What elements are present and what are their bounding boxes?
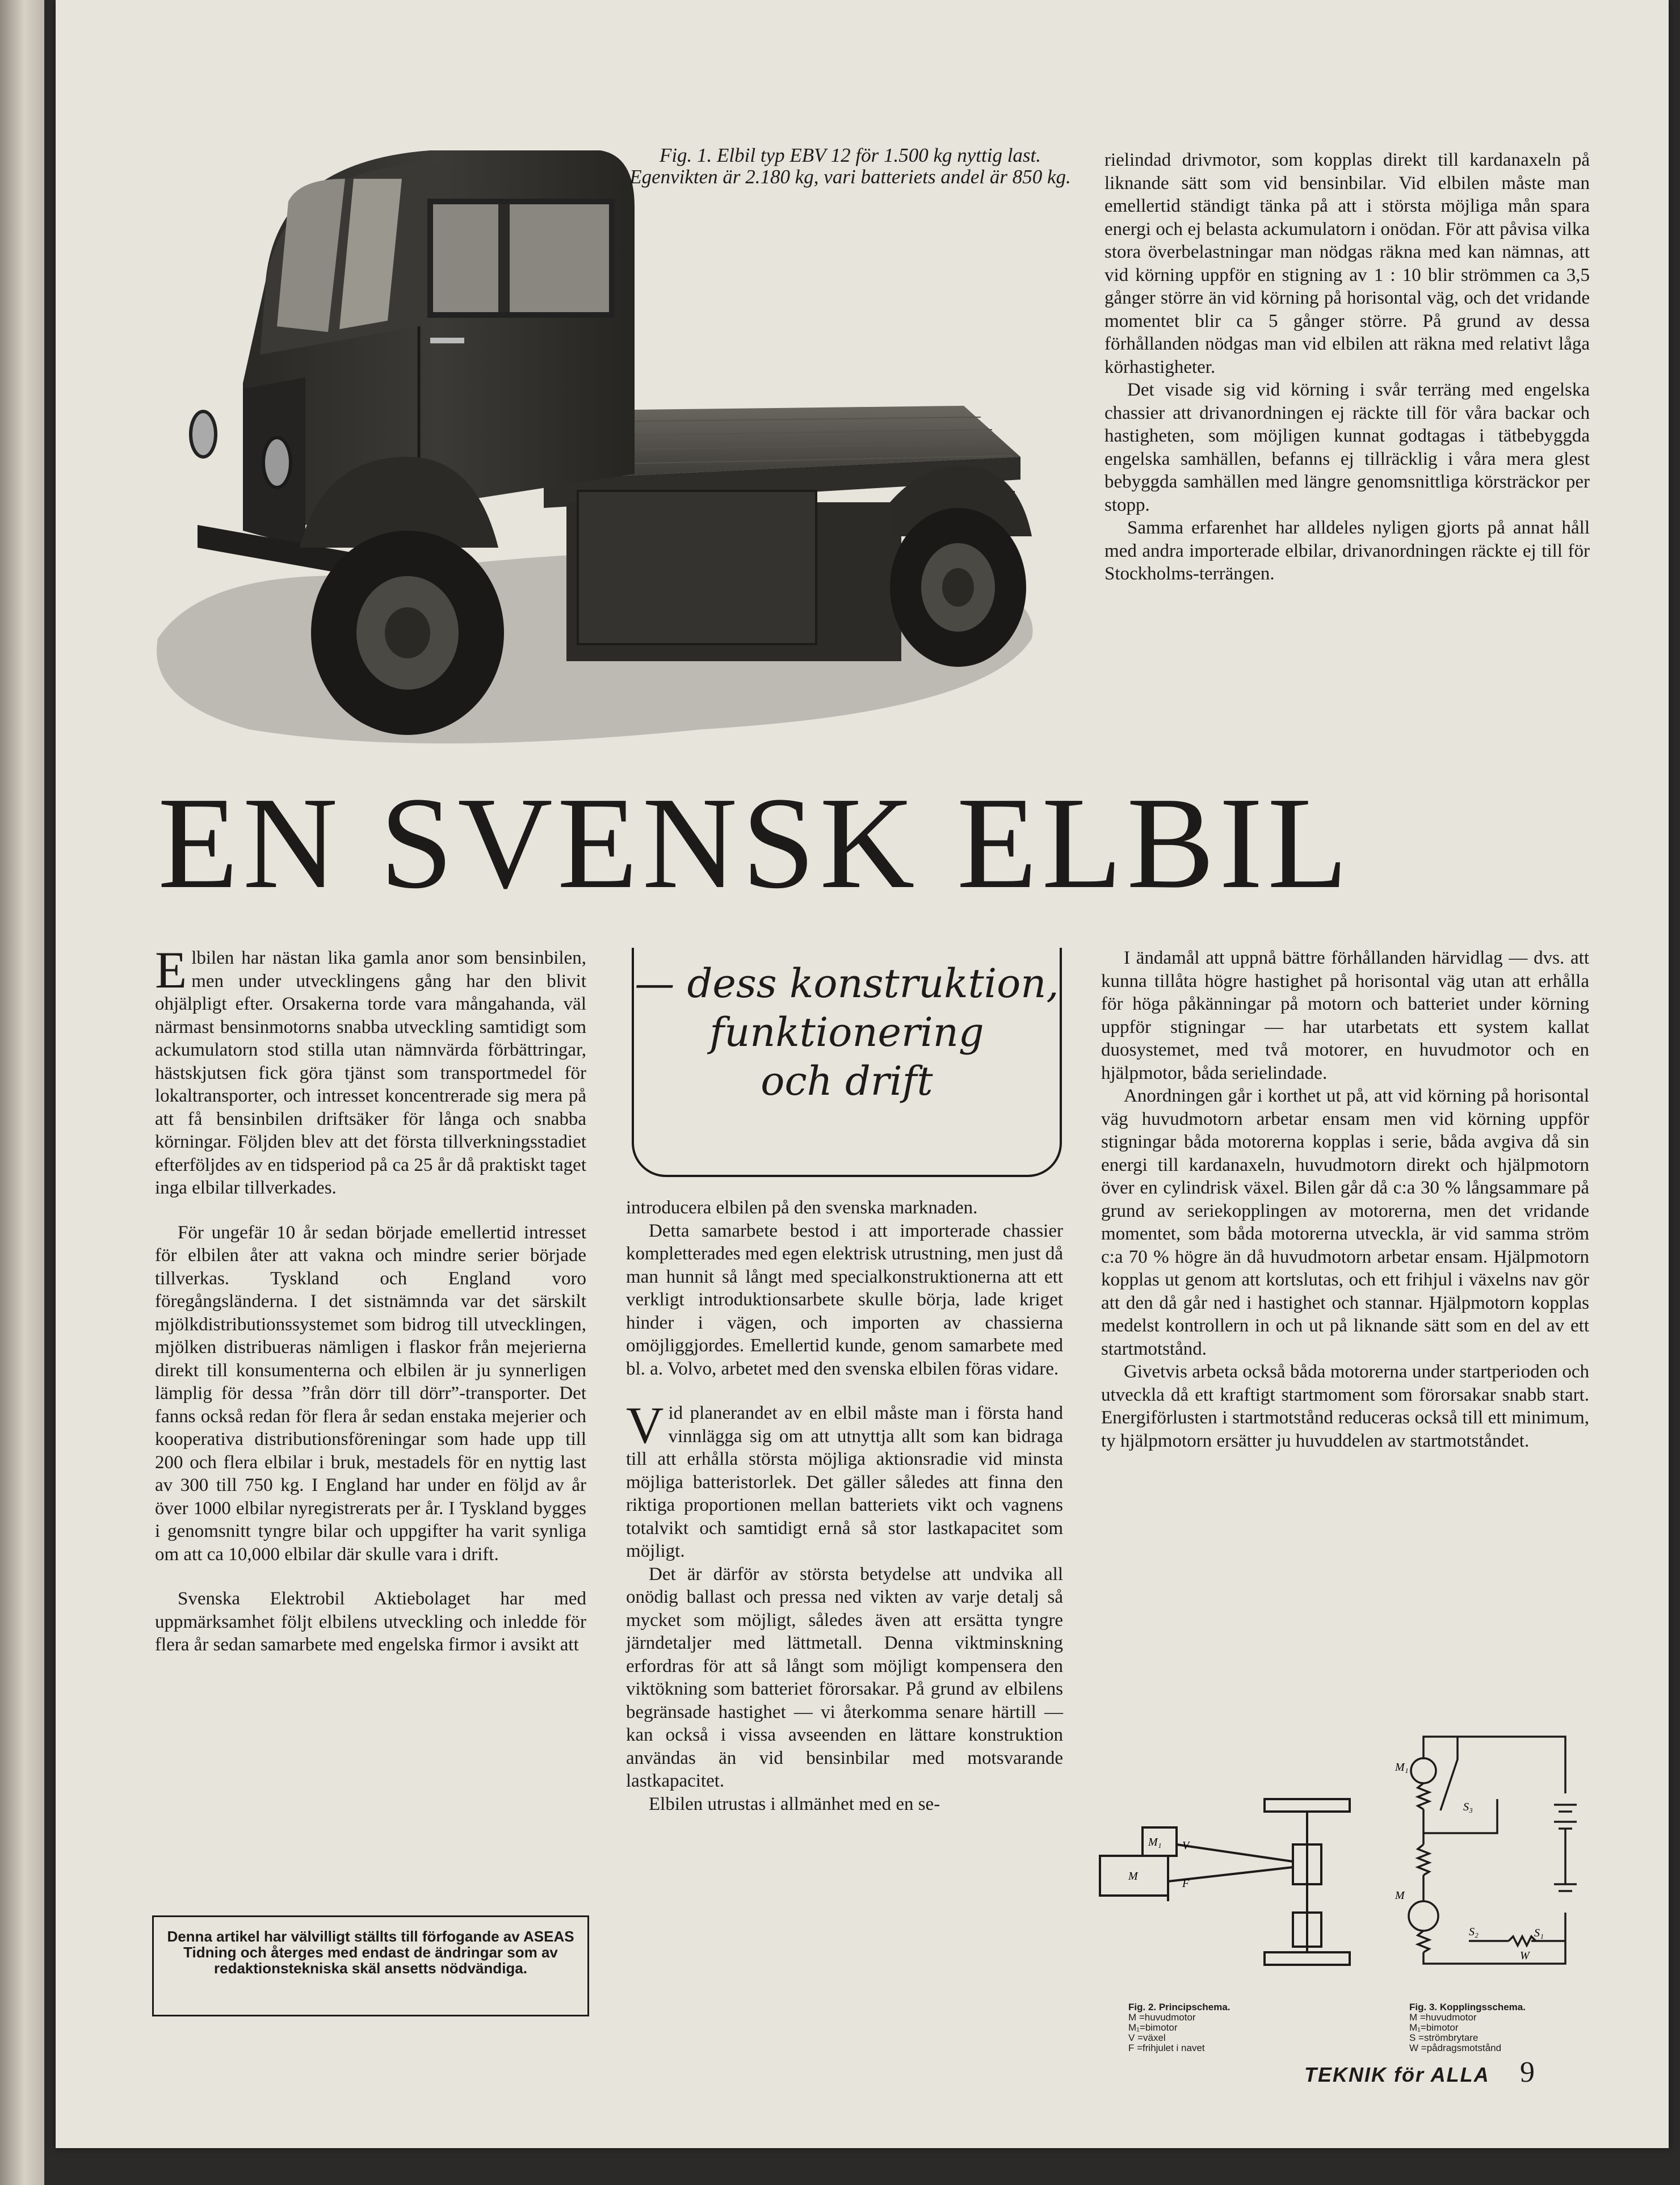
editorial-notice-box: Denna artikel har välvilligt ställts till förfogande av ASEAS Tidning och återges med endast de ändringar som av redaktionstekniska skäl ansetts nödvändiga. [152,1915,589,2016]
figure1-caption: Fig. 1. Elbil typ EBV 12 för 1.500 kg nyttig last. Egenvikten är 2.180 kg, vari batteriets andel är 850 kg. [629,144,1071,188]
figure2-label-m: M [1128,1870,1138,1883]
figure3-caption-title: Fig. 3. Kopplingsschema. [1409,2002,1526,2012]
right-column [1101,947,1589,1452]
figure3-label-w: W [1520,1949,1530,1962]
middle-paragraph-5: Elbilen utrustas i allmänhet med en se- [649,1793,940,1814]
middle-paragraph-2: Detta samarbete bestod i att importerade chassier kompletterades med egen elektrisk utrustning, men just då man hunnit så långt med specialkonstruktionerna att ett verkligt introduktionsarbete skulle börja, lade kriget hinder i vägen, och importen av chassierna omöjliggjordes. Emellertid kunde, genom samarbete med bl. a. Volvo, arbetet med den svenska elbilen föras vidare. [626,1220,1063,1379]
middle-column [626,1196,1063,1816]
article-headline: EN SVENSK ELBIL [158,770,1353,916]
figure3-label-s1: S₁ [1534,1927,1544,1939]
right-paragraph-1: I ändamål att uppnå bättre förhållanden härvidlag — dvs. att kunna tillåta högre hastighet på horisontal väg utan att erhålla för höga påkänningar på motorn och batteriet under körning uppför stigningar — har utarbetats ett system kallat duosystemet, med två motorer, en huvudmotor och en hjälpmotor, båda serielindade. [1101,948,1589,1083]
figure2-label-f: F [1182,1877,1190,1890]
right-paragraph-3: Givetvis arbeta också båda motorerna under startperioden och utveckla då ett kraftigt startmoment som förorsakar snabb start. Energiförlusten i startmotstånd reduceras också till ett minimum, ty hjälpmotorn ersätter ju huvuddelen av startmotståndet. [1101,1362,1589,1451]
right-paragraph-2: Anordningen går i korthet ut på, att vid körning på horisontal väg huvudmotorn arbetar ensam men vid körning uppför stigningar båda motorerna kopplas i serie, båda avgiva då sin energi till kardanaxeln, huvudmotorn direkt och hjälpmotorn över en cylindrisk växel. Bilen går då c:a 30 % långsammare på grund av seriekopplingen av motorerna, men det vridande momentet, som båda motorerna utveckla, är vid samma ström c:a 70 % högre än då huvudmotorn arbetar ensam. Hjälpmotorn kopplas ut genom att kortslutas, och ett frihjul i växelns nav gör att den då går ned i hastighet och stannar. Hjälpmotorn kopplas medelst kontrollern in och ut på liknande sätt som en del av ett startmotstånd. [1101,1086,1589,1359]
figure2-caption-line: V =växel [1128,2032,1166,2043]
left-paragraph-3: Svenska Elektrobil Aktiebolaget har med uppmärksamhet följt elbilens utveckling och inledde för flera år sedan samarbete med engelska firmor i avsikt att [155,1589,586,1655]
figure2-caption-line: M =huvudmotor [1128,2012,1196,2023]
figure3-caption-line: W =pådragsmotstånd [1409,2043,1502,2053]
figure2-caption-line: F =frihjulet i navet [1128,2043,1205,2053]
left-paragraph-1: lbilen har nästan lika gamla anor som bensinbilen, men under utvecklingens gång har den blivit ohjälpligt efter. Orsakerna torde vara mångahanda, väl närmast bensinmotorns snabba utveckling samtidigt som ackumulatorn stod stilla utan nämnvärda förbättringar, hästskjutsen fick göra tjänst som transportmedel för lokaltransporter, och intresset koncentrerade sig mera på att få bensinbilen driftsäker för långa och snabba körningar. Följden blev att det första tillverkningsstadiet efterföljdes av en tidsperiod på ca 25 år då praktiskt taget inga elbilar tillverkades. [155,948,586,1198]
figure3-caption-line: M₁=bimotor [1409,2022,1459,2033]
figure3-caption [1409,2002,1526,2053]
figure2-principle-diagram [1089,1782,1384,1998]
figure3-caption-line: M =huvudmotor [1409,2012,1477,2023]
top-right-paragraph-1: rielindad drivmotor, som kopplas direkt till kardanaxeln på liknande sätt som vid bensinbilar. Vid elbilen måste man emellertid ständigt tänka på att i största möjliga mån spara energi och ej belasta ackumulatorn i onödan. För att påvisa vilka stora överbelastningar man nödgas räkna med kan nämnas, att vid körning uppför en stigning av 1 : 10 blir strömmen ca 3,5 gånger större än vid körning på horisontal väg, och det vridande momentet blir ca 5 gånger större. På grund av dessa förhållanden nödgas man vid elbilen att räkna med relativt låga körhastigheter. [1104,150,1590,377]
top-right-column [1104,149,1590,586]
subtitle-line-2: funktionering [709,1009,984,1056]
figure3-wiring-diagram [1384,1725,1599,2003]
figure2-label-m1: M₁ [1148,1836,1162,1848]
magazine-footer: TEKNIK för ALLA [1304,2063,1490,2086]
figure2-caption [1128,2002,1230,2053]
figure3-caption-line: S =strömbrytare [1409,2032,1479,2043]
left-column [155,941,586,1657]
left-dropcap: E [155,941,187,999]
previous-page-edge [0,0,44,2185]
left-paragraph-2: För ungefär 10 år sedan började emellertid intresset för elbilen åter att vakna och mindre serier började tillverkas. Tyskland och England voro föregångsländerna. I det sistnämnda var det särskilt mjölkdistributionssystemet som bidrog till utvecklingen, mjölken distribueras nämligen i flaskor från mejerierna direkt till konsumenterna och elbilen är ju synnerligen lämplig för dessa ”från dörr till dörr”-transporter. Det fanns också redan för flera år sedan enstaka mejerier och kooperativa distributionsföreningar som hade upp till 200 och flera elbilar i bruk, mestadels för en nyttig last av 300 till 750 kg. I England har under en följd av år över 1000 elbilar nyregistrerats per år. I Tyskland bygges i genomsnitt tyngre bilar och uppgifter ha varit synliga om att ca 10,000 elbilar där skulle vara i drift. [155,1222,586,1565]
figure3-label-m1: M₁ [1395,1761,1409,1774]
figure3-label-m: M [1395,1889,1405,1902]
figure2-label-v: V [1182,1839,1190,1852]
figure2-caption-line: M₁=bimotor [1128,2022,1178,2033]
figure3-label-s3: S₃ [1463,1801,1473,1813]
figure2-caption-title: Fig. 2. Principschema. [1128,2002,1230,2012]
subtitle-line-1: — dess konstruktion, [635,960,1059,1007]
magazine-page [56,0,1669,2148]
page-number: 9 [1520,2056,1535,2089]
subtitle-box [632,948,1062,1177]
top-right-paragraph-2: Det visade sig vid körning i svår terräng med engelska chassier att drivanordningen ej räckte till för våra backar och hastigheten, som möjligen kunnat godtagas i tätbebyggda engelska samhällen, befanns ej tillräcklig i våra mera glest bebyggda samhällen med längre genomsnittliga körsträckor per stopp. [1104,380,1590,515]
middle-dropcap: V [626,1396,664,1454]
middle-paragraph-3: id planerandet av en elbil måste man i första hand vinnlägga sig om att utnyttja allt som kan bidraga till att erhålla största möjliga aktionsradie vid minsta möjliga batteristorlek. Det gäller således att finna den riktiga proportionen mellan batteriets vikt och vagnens totalvikt och samtidigt ernå så stor lastkapacitet som möjligt. [626,1403,1063,1561]
subtitle-line-3: och drift [761,1058,933,1104]
figure1-truck-photo [135,139,1100,763]
figure3-label-s2: S₂ [1469,1926,1479,1938]
top-right-paragraph-3: Samma erfarenhet har alldeles nyligen gjorts på annat håll med andra importerade elbilar, drivanordningen räckte ej till för Stockholms-terrängen. [1104,518,1590,584]
middle-paragraph-1: introducera elbilen på den svenska marknaden. [626,1197,978,1218]
middle-paragraph-4: Det är därför av största betydelse att undvika all onödig ballast och pressa ned vikten av varje detalj så mycket som möjligt, således även att ersätta tyngre järndetaljer med lättmetall. Denna viktminskning erfordras för att så långt som möjligt kompensera den viktökning som batteriet förorsakar. På grund av elbilens begränsade hastighet — vi återkomma senare härtill — kan också i vissa avseenden en lättare konstruktion användas än vid bensinbilar med motsvarande lastkapacitet. [626,1564,1063,1791]
